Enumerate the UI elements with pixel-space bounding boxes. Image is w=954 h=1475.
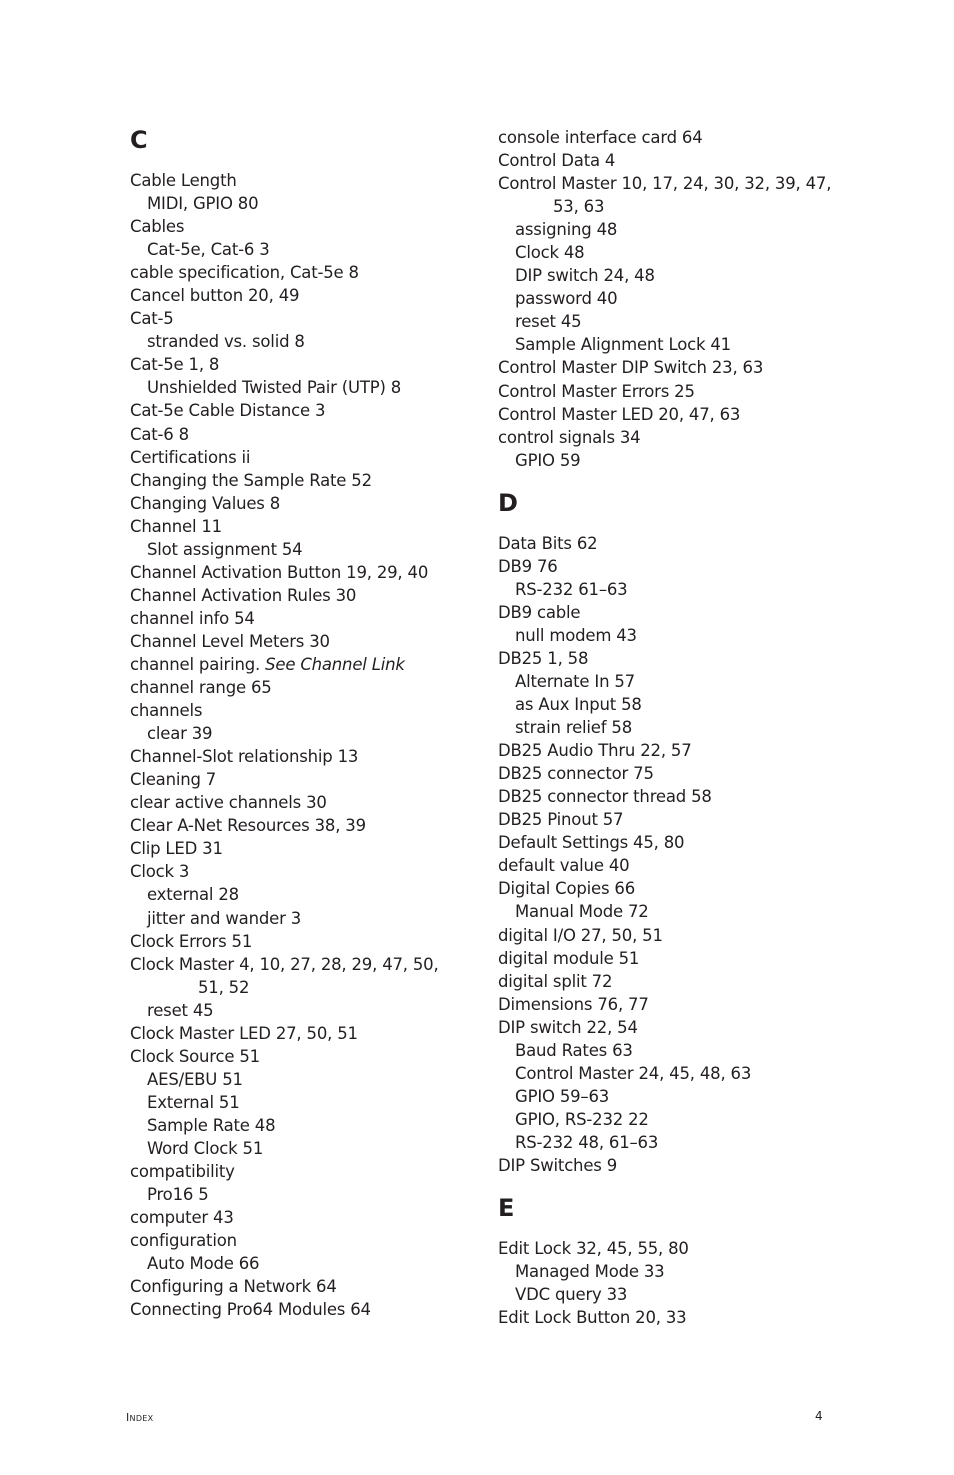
index-subentry <box>498 1062 858 1085</box>
index-subentry <box>498 670 858 693</box>
index-entry-text: Cleaning 7 <box>130 770 217 790</box>
index-entry-text: Data Bits 62 <box>498 533 598 553</box>
index-subentry <box>130 999 490 1022</box>
index-entry <box>130 768 490 791</box>
index-entry-text: compatibility <box>130 1162 235 1182</box>
index-entry-text: AES/EBU 51 <box>147 1069 243 1089</box>
index-entry-text: Edit Lock Button 20, 33 <box>498 1308 687 1328</box>
index-entry <box>130 1160 490 1183</box>
index-entry <box>130 699 490 722</box>
index-subentry <box>498 333 858 356</box>
index-entry <box>498 762 858 785</box>
index-entry <box>498 1154 858 1177</box>
index-entry <box>130 814 490 837</box>
index-entry-text: Channel 11 <box>130 516 222 536</box>
index-entry-text: Sample Alignment Lock 41 <box>515 335 731 355</box>
index-entry <box>498 380 858 403</box>
index-entry-text: Clip LED 31 <box>130 839 223 859</box>
index-entry-text: 51, 52 <box>198 977 250 997</box>
index-entry <box>498 1306 858 1329</box>
index-entry-text: Certifications ii <box>130 447 251 467</box>
index-entry <box>498 403 858 426</box>
index-entry <box>130 976 490 999</box>
index-entry-text: GPIO, RS-232 22 <box>515 1109 649 1129</box>
index-entry-text: DB25 connector thread 58 <box>498 787 712 807</box>
index-entry-text: computer 43 <box>130 1208 234 1228</box>
see-reference: See Channel Link <box>265 654 405 674</box>
index-entry <box>498 947 858 970</box>
index-entry-text: Channel Level Meters 30 <box>130 631 330 651</box>
index-subentry <box>498 624 858 647</box>
index-entry <box>498 739 858 762</box>
index-entry-text: Clock Source 51 <box>130 1046 260 1066</box>
index-subentry <box>130 376 490 399</box>
index-entry <box>130 584 490 607</box>
index-entry <box>498 993 858 1016</box>
index-entry <box>498 924 858 947</box>
index-entry-text: digital I/O 27, 50, 51 <box>498 925 663 945</box>
index-entry <box>130 469 490 492</box>
index-entry-text: DB25 1, 58 <box>498 648 589 668</box>
index-column-left <box>130 125 490 1321</box>
index-entry <box>130 1022 490 1045</box>
index-entry-text: DB25 Audio Thru 22, 57 <box>498 741 692 761</box>
index-entry <box>130 676 490 699</box>
index-entry-text: DB25 Pinout 57 <box>498 810 624 830</box>
index-subentry <box>498 310 858 333</box>
index-entry <box>130 261 490 284</box>
index-subentry <box>130 1183 490 1206</box>
index-entry-text: Cat-5 <box>130 309 174 329</box>
index-subentry <box>498 218 858 241</box>
index-entry-text: DB25 connector 75 <box>498 764 654 784</box>
index-entry-text: jitter and wander 3 <box>147 908 301 928</box>
index-entry-text: Cat-6 8 <box>130 424 189 444</box>
index-entry-text: channel range 65 <box>130 678 272 698</box>
index-subentry <box>498 1131 858 1154</box>
index-entry-text: console interface card 64 <box>498 128 703 147</box>
index-subentry <box>130 1068 490 1091</box>
index-entry-text: Clock 48 <box>515 243 585 263</box>
index-entry <box>130 423 490 446</box>
index-entry-text: Control Master LED 20, 47, 63 <box>498 404 741 424</box>
index-entry-text: assigning 48 <box>515 220 618 240</box>
index-subentry <box>498 1283 858 1306</box>
index-entry <box>498 126 858 149</box>
index-entry <box>130 492 490 515</box>
index-entry-text: channel pairing. <box>130 654 266 674</box>
index-subentry <box>498 578 858 601</box>
index-entry <box>130 745 490 768</box>
index-entry-text: reset 45 <box>147 1000 214 1020</box>
index-entry <box>130 930 490 953</box>
index-entry <box>130 169 490 192</box>
index-entry <box>130 860 490 883</box>
index-entry <box>130 307 490 330</box>
index-entry-text: Pro16 5 <box>147 1185 209 1205</box>
index-entry-text: Managed Mode 33 <box>515 1262 665 1282</box>
index-entry-text: Channel-Slot relationship 13 <box>130 747 359 767</box>
entries-c-right <box>498 126 858 472</box>
index-entry-text: Digital Copies 66 <box>498 879 636 899</box>
index-entry <box>498 195 858 218</box>
index-entry <box>130 561 490 584</box>
index-entry-text: digital module 51 <box>498 948 640 968</box>
index-subentry <box>498 693 858 716</box>
index-entry-text: Edit Lock 32, 45, 55, 80 <box>498 1239 689 1259</box>
index-subentry <box>130 883 490 906</box>
index-entry <box>498 808 858 831</box>
footer-section-label: Index <box>126 1411 154 1424</box>
entries-c-left <box>130 169 490 1321</box>
index-entry-text: DIP switch 24, 48 <box>515 266 655 286</box>
index-entry-text: null modem 43 <box>515 625 637 645</box>
index-subentry <box>498 1039 858 1062</box>
index-entry-text: Cat-5e, Cat-6 3 <box>147 240 270 260</box>
index-entry-text: digital split 72 <box>498 971 613 991</box>
index-entry-text: as Aux Input 58 <box>515 695 642 715</box>
index-entry <box>498 831 858 854</box>
index-subentry <box>498 716 858 739</box>
index-entry <box>498 877 858 900</box>
index-entry-text: External 51 <box>147 1092 240 1112</box>
index-entry-text: cable specification, Cat-5e 8 <box>130 263 359 283</box>
index-entry <box>130 653 490 676</box>
index-entry-text: Control Master DIP Switch 23, 63 <box>498 358 764 378</box>
index-entry-text: Baud Rates 63 <box>515 1040 633 1060</box>
index-entry-text: Changing Values 8 <box>130 493 281 513</box>
index-entry <box>498 149 858 172</box>
index-entry-text: Clock Master 4, 10, 27, 28, 29, 47, 50, <box>130 954 439 974</box>
index-entry-text: Cat-5e Cable Distance 3 <box>130 401 326 421</box>
index-subentry <box>498 287 858 310</box>
index-entry <box>130 446 490 469</box>
index-entry <box>130 215 490 238</box>
index-entry-text: password 40 <box>515 289 618 309</box>
index-entry-text: control signals 34 <box>498 427 641 447</box>
index-entry-text: Word Clock 51 <box>147 1138 264 1158</box>
index-subentry <box>130 238 490 261</box>
index-entry-text: Clock Master LED 27, 50, 51 <box>130 1023 358 1043</box>
index-entry <box>498 1237 858 1260</box>
index-entry <box>498 854 858 877</box>
index-entry-text: Manual Mode 72 <box>515 902 649 922</box>
index-entry-text: configuration <box>130 1231 237 1251</box>
index-entry-text: MIDI, GPIO 80 <box>147 194 259 214</box>
index-entry <box>498 532 858 555</box>
index-entry-text: DB9 cable <box>498 602 581 622</box>
entries-d <box>498 532 858 1177</box>
index-entry <box>130 1275 490 1298</box>
index-entry-text: Dimensions 76, 77 <box>498 994 649 1014</box>
index-entry <box>498 356 858 379</box>
index-entry-text: clear active channels 30 <box>130 793 327 813</box>
index-subentry <box>130 192 490 215</box>
index-entry-text: Control Data 4 <box>498 151 616 171</box>
index-entry <box>130 399 490 422</box>
index-subentry <box>498 1085 858 1108</box>
index-column-right <box>498 126 858 1329</box>
index-entry <box>130 1206 490 1229</box>
index-entry-text: clear 39 <box>147 724 213 744</box>
index-entry-text: Changing the Sample Rate 52 <box>130 470 372 490</box>
index-entry-text: Slot assignment 54 <box>147 539 303 559</box>
index-subentry <box>498 241 858 264</box>
index-entry-text: external 28 <box>147 885 239 905</box>
index-subentry <box>130 1137 490 1160</box>
index-entry-text: reset 45 <box>515 312 582 332</box>
index-subentry <box>130 907 490 930</box>
index-entry <box>130 607 490 630</box>
index-entry-text: GPIO 59 <box>515 450 581 470</box>
index-entry <box>498 172 858 195</box>
index-entry-text: stranded vs. solid 8 <box>147 332 305 352</box>
index-entry-text: VDC query 33 <box>515 1285 628 1305</box>
index-entry-text: Connecting Pro64 Modules 64 <box>130 1300 371 1320</box>
index-entry <box>498 970 858 993</box>
section-letter-c: C <box>130 126 148 154</box>
index-subentry <box>498 1108 858 1131</box>
index-entry-text: DIP switch 22, 54 <box>498 1017 638 1037</box>
index-entry <box>498 426 858 449</box>
index-entry <box>130 791 490 814</box>
index-entry <box>130 1298 490 1321</box>
index-entry-text: Clock Errors 51 <box>130 931 253 951</box>
index-entry <box>498 555 858 578</box>
index-subentry <box>498 449 858 472</box>
index-subentry <box>130 1091 490 1114</box>
index-entry-text: Clear A-Net Resources 38, 39 <box>130 816 366 836</box>
index-entry-text: channel info 54 <box>130 608 255 628</box>
section-letter-d: D <box>498 488 518 517</box>
index-entry <box>130 953 490 976</box>
index-entry <box>130 837 490 860</box>
index-subentry <box>130 722 490 745</box>
index-entry-text: channels <box>130 701 203 721</box>
index-entry-text: DIP Switches 9 <box>498 1155 618 1175</box>
index-entry-text: DB9 76 <box>498 556 558 576</box>
index-entry-text: Control Master 24, 45, 48, 63 <box>515 1063 752 1083</box>
index-entry-text: Cables <box>130 217 185 237</box>
index-entry-text: Default Settings 45, 80 <box>498 833 685 853</box>
section-letter-e: E <box>498 1194 515 1223</box>
index-subentry <box>130 1114 490 1137</box>
index-entry-text: Control Master 10, 17, 24, 30, 32, 39, 47, <box>498 174 832 194</box>
index-entry-text: Alternate In 57 <box>515 671 635 691</box>
index-subentry <box>130 1252 490 1275</box>
index-entry <box>130 1229 490 1252</box>
index-entry-text: default value 40 <box>498 856 630 876</box>
index-entry-text: Unshielded Twisted Pair (UTP) 8 <box>147 378 402 398</box>
index-entry-text: Channel Activation Button 19, 29, 40 <box>130 562 429 582</box>
index-subentry <box>498 264 858 287</box>
index-entry-text: Auto Mode 66 <box>147 1254 260 1274</box>
index-entry <box>498 1016 858 1039</box>
index-entry-text: Cancel button 20, 49 <box>130 286 300 306</box>
index-entry-text: Configuring a Network 64 <box>130 1277 337 1297</box>
index-subentry <box>498 1260 858 1283</box>
index-entry-text: strain relief 58 <box>515 718 632 738</box>
index-entry-text: RS-232 48, 61–63 <box>515 1132 659 1152</box>
index-entry <box>498 601 858 624</box>
index-entry-text: Cat-5e 1, 8 <box>130 355 220 375</box>
index-entry-text: GPIO 59–63 <box>515 1086 610 1106</box>
index-entry <box>498 647 858 670</box>
index-entry <box>498 785 858 808</box>
index-entry <box>130 515 490 538</box>
index-entry-text: Cable Length <box>130 171 237 190</box>
index-entry <box>130 353 490 376</box>
entries-e <box>498 1237 858 1329</box>
index-entry <box>130 284 490 307</box>
index-subentry <box>130 330 490 353</box>
index-entry-text: Control Master Errors 25 <box>498 381 695 401</box>
index-subentry <box>498 900 858 923</box>
index-entry-text: Channel Activation Rules 30 <box>130 585 357 605</box>
index-entry-text: Clock 3 <box>130 862 190 882</box>
index-entry-text: 53, 63 <box>553 197 605 217</box>
page-number: 4 <box>815 1409 823 1423</box>
index-entry-text: Sample Rate 48 <box>147 1115 276 1135</box>
index-subentry <box>130 538 490 561</box>
index-entry <box>130 1045 490 1068</box>
index-entry <box>130 630 490 653</box>
index-entry-text: RS-232 61–63 <box>515 579 628 599</box>
